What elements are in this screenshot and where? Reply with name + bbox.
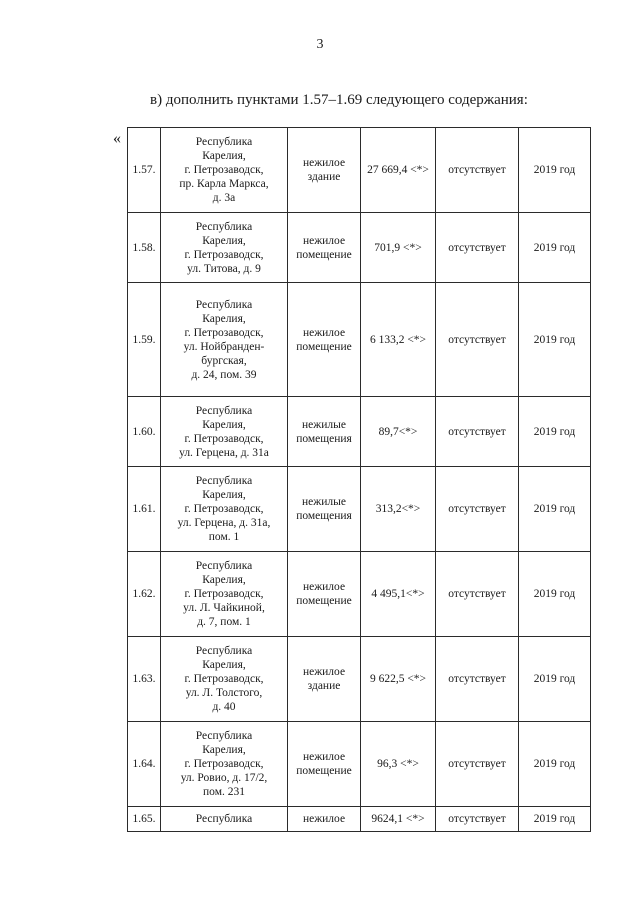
area-cell: 701,9 <*> <box>361 213 436 283</box>
object-type-cell-line: нежилые <box>302 418 346 431</box>
year-cell: 2019 год <box>519 552 591 637</box>
object-type-cell <box>288 283 361 397</box>
table-row <box>128 552 591 637</box>
object-type-cell-line: здание <box>307 680 341 692</box>
encumbrance-cell: отсутствует <box>436 283 519 397</box>
address-cell-line: Карелия, <box>202 744 246 756</box>
object-type-cell-line: нежилое <box>302 666 346 678</box>
year-cell: 2019 год <box>519 637 591 722</box>
address-cell-line: Республика <box>195 298 253 311</box>
object-type-cell-line: помещение <box>296 340 352 353</box>
year-cell: 2019 год <box>519 722 591 807</box>
address-cell-line: Карелия, <box>202 489 246 501</box>
row-number-cell: 1.64. <box>128 722 161 807</box>
address-cell-line: Карелия, <box>202 418 246 431</box>
encumbrance-cell: отсутствует <box>436 128 519 213</box>
year-cell: 2019 год <box>519 283 591 397</box>
row-number-cell: 1.65. <box>128 807 161 832</box>
table-row <box>128 467 591 552</box>
object-type-cell <box>288 637 361 722</box>
row-number-cell: 1.62. <box>128 552 161 637</box>
opening-quote: « <box>113 130 121 147</box>
encumbrance-cell: отсутствует <box>436 637 519 722</box>
object-type-cell-line: нежилое <box>302 581 346 593</box>
object-type-cell-line: помещение <box>296 248 352 261</box>
address-cell-line: ул. Л. Чайкиной, <box>183 602 265 614</box>
object-type-cell <box>288 213 361 283</box>
address-cell-line: ул. Нойбранден- <box>183 340 265 353</box>
year-cell: 2019 год <box>519 397 591 467</box>
encumbrance-cell: отсутствует <box>436 213 519 283</box>
address-cell-line: Карелия, <box>202 574 246 586</box>
object-type-cell-line: нежилое <box>302 751 346 763</box>
address-cell <box>161 637 288 722</box>
address-cell-line: пом. 1 <box>208 531 240 543</box>
row-number-cell: 1.58. <box>128 213 161 283</box>
address-cell-line: Республика <box>195 220 253 233</box>
address-cell-line: Республика <box>195 813 253 825</box>
address-cell <box>161 467 288 552</box>
address-cell-line: пр. Карла Маркса, <box>179 178 269 190</box>
address-cell-line: г. Петрозаводск, <box>184 164 264 176</box>
address-cell-line: Республика <box>195 730 253 742</box>
row-number-cell: 1.57. <box>128 128 161 213</box>
row-number-cell: 1.60. <box>128 397 161 467</box>
year-cell: 2019 год <box>519 467 591 552</box>
object-type-cell <box>288 552 361 637</box>
address-cell-line: пом. 231 <box>203 786 245 798</box>
table-row <box>128 722 591 807</box>
page-number: 3 <box>316 37 324 52</box>
property-table <box>127 127 591 832</box>
address-cell-line: г. Петрозаводск, <box>184 432 264 445</box>
object-type-cell <box>288 397 361 467</box>
table-row <box>128 213 591 283</box>
area-cell: 89,7<*> <box>361 397 436 467</box>
object-type-cell-line: здание <box>307 171 341 183</box>
object-type-cell-line: помещение <box>296 765 352 777</box>
area-cell: 27 669,4 <*> <box>361 128 436 213</box>
address-cell-line: Республика <box>195 404 253 417</box>
address-cell <box>161 128 288 213</box>
object-type-cell-line: нежилые <box>302 496 346 508</box>
object-type-cell <box>288 128 361 213</box>
address-cell-line: д. 24, пом. 39 <box>191 368 257 381</box>
table-row <box>128 637 591 722</box>
encumbrance-cell: отсутствует <box>436 722 519 807</box>
encumbrance-cell: отсутствует <box>436 467 519 552</box>
row-number-cell: 1.63. <box>128 637 161 722</box>
address-cell <box>161 213 288 283</box>
address-cell-line: Карелия, <box>202 312 246 325</box>
address-cell-line: г. Петрозаводск, <box>184 248 264 261</box>
object-type-cell <box>288 467 361 552</box>
encumbrance-cell: отсутствует <box>436 397 519 467</box>
address-cell-line: д. 40 <box>212 701 236 713</box>
object-type-cell-line: нежилое <box>302 234 346 247</box>
address-cell-line: Карелия, <box>202 150 246 162</box>
table-row <box>128 807 591 832</box>
encumbrance-cell: отсутствует <box>436 807 519 832</box>
table-row <box>128 283 591 397</box>
object-type-cell-line: нежилое <box>302 157 346 169</box>
area-cell: 9624,1 <*> <box>361 807 436 832</box>
address-cell <box>161 722 288 807</box>
table-row <box>128 397 591 467</box>
year-cell: 2019 год <box>519 128 591 213</box>
address-cell-line: д. 7, пом. 1 <box>197 616 251 628</box>
address-cell-line: бургская, <box>201 354 247 367</box>
address-cell-line: д. 3а <box>212 192 236 204</box>
table-row <box>128 128 591 213</box>
row-number-cell: 1.59. <box>128 283 161 397</box>
address-cell <box>161 552 288 637</box>
area-cell: 4 495,1<*> <box>361 552 436 637</box>
address-cell-line: г. Петрозаводск, <box>184 326 264 339</box>
address-cell-line: Республика <box>195 560 253 572</box>
object-type-cell-line: нежилое <box>302 813 346 825</box>
address-cell-line: ул. Герцена, д. 31а <box>179 446 269 459</box>
address-cell-line: г. Петрозаводск, <box>184 588 264 600</box>
address-cell <box>161 807 288 832</box>
intro-text: в) дополнить пунктами 1.57–1.69 следующего содержания: <box>150 92 528 108</box>
area-cell: 96,3 <*> <box>361 722 436 807</box>
address-cell-line: ул. Титова, д. 9 <box>187 262 261 275</box>
address-cell-line: Карелия, <box>202 234 246 247</box>
address-cell-line: Республика <box>195 475 253 487</box>
object-type-cell <box>288 807 361 832</box>
area-cell: 6 133,2 <*> <box>361 283 436 397</box>
year-cell: 2019 год <box>519 807 591 832</box>
object-type-cell-line: помещения <box>296 432 352 445</box>
object-type-cell <box>288 722 361 807</box>
address-cell-line: г. Петрозаводск, <box>184 673 264 685</box>
address-cell-line: ул. Л. Толстого, <box>185 687 263 699</box>
address-cell-line: ул. Герцена, д. 31а, <box>177 517 271 529</box>
object-type-cell-line: помещения <box>296 510 352 522</box>
address-cell-line: г. Петрозаводск, <box>184 758 264 770</box>
address-cell <box>161 397 288 467</box>
address-cell-line: Карелия, <box>202 659 246 671</box>
address-cell-line: Республика <box>195 136 253 148</box>
encumbrance-cell: отсутствует <box>436 552 519 637</box>
address-cell-line: ул. Ровио, д. 17/2, <box>180 772 268 784</box>
object-type-cell-line: нежилое <box>302 326 346 339</box>
area-cell: 9 622,5 <*> <box>361 637 436 722</box>
year-cell: 2019 год <box>519 213 591 283</box>
object-type-cell-line: помещение <box>296 595 352 607</box>
address-cell-line: Республика <box>195 645 253 657</box>
area-cell: 313,2<*> <box>361 467 436 552</box>
address-cell-line: г. Петрозаводск, <box>184 503 264 515</box>
row-number-cell: 1.61. <box>128 467 161 552</box>
address-cell <box>161 283 288 397</box>
